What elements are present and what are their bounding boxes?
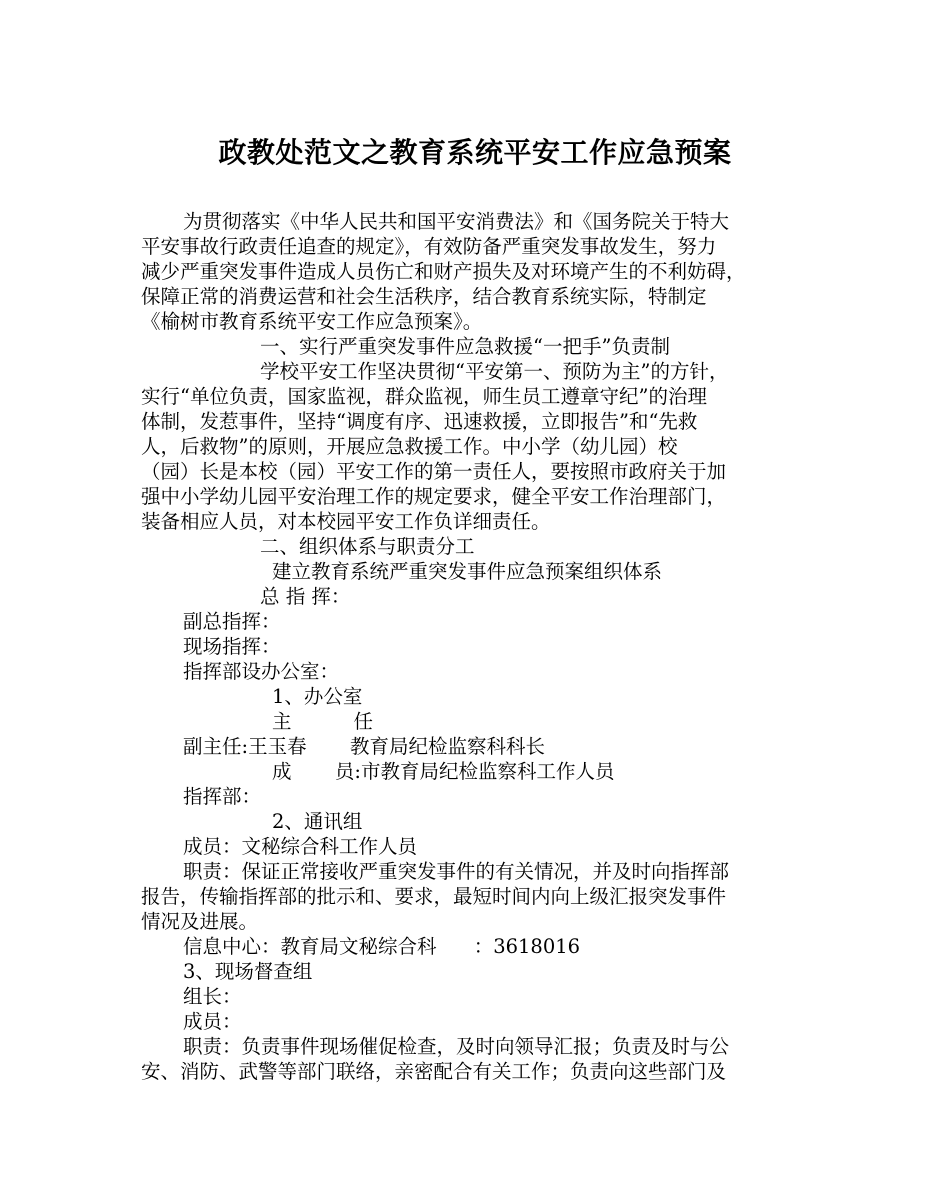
subsection-heading: 3、现场督查组 [183,960,313,983]
body-line: 指挥部设办公室： [183,660,340,683]
body-line: 总 指 挥： [260,585,351,608]
body-line: 强中小学幼儿园平安治理工作的规定要求，健全平安工作治理部门， [141,485,727,508]
body-line: 为贯彻落实《中华人民共和国平安消费法》和《国务院关于特大 [183,210,730,233]
body-line: 建立教育系统严重突发事件应急预案组织体系 [272,560,663,583]
body-line: 指挥部： [183,785,262,808]
subsection-heading: 1、办公室 [272,685,363,708]
section-heading: 一、实行严重突发事件应急救援“一把手”负责制 [260,335,670,358]
body-line: 人，后救物”的原则，开展应急救援工作。中小学（幼儿园）校 [141,435,678,458]
body-line: 成员：文秘综合科工作人员 [183,835,418,858]
body-line: 装备相应人员，对本校园平安工作负详细责任。 [141,510,551,533]
body-line: 现场指挥： [183,635,281,658]
body-line: 安、消防、武警等部门联络，亲密配合有关工作；负责向这些部门及 [141,1060,727,1083]
body-line: 职责：保证正常接收严重突发事件的有关情况，并及时向指挥部 [183,860,730,883]
body-line: 学校平安工作坚决贯彻“平安第一、预防为主”的方针， [260,360,729,383]
body-line: 信息中心：教育局文秘综合科 ：3618016 [183,935,581,958]
body-line: 成 员:市教育局纪检监察科工作人员 [272,760,615,783]
body-line: 实行“单位负责，国家监视，群众监视，师生员工遵章守纪”的治理 [141,385,707,408]
body-line: 副主任:王玉春 教育局纪检监察科科长 [183,735,545,758]
body-line: 保障正常的消费运营和社会生活秩序，结合教育系统实际，特制定 [141,285,707,308]
body-line: 《榆树市教育系统平安工作应急预案》。 [141,310,483,333]
section-heading: 二、组织体系与职责分工 [260,535,475,558]
body-line: 成员： [183,1010,242,1033]
body-line: 副总指挥： [183,610,281,633]
body-line: （园）长是本校（园）平安工作的第一责任人，要按照市政府关于加 [141,460,727,483]
body-line: 平安事故行政责任追查的规定》，有效防备严重突发事故发生，努力 [141,235,717,258]
body-line: 职责：负责事件现场催促检查，及时向领导汇报；负责及时与公 [183,1035,730,1058]
document-title: 政教处范文之教育系统平安工作应急预案 [218,136,732,169]
subsection-heading: 2、通讯组 [272,810,363,833]
body-line: 情况及进展。 [141,910,259,933]
body-line: 组长： [183,985,242,1008]
body-line: 减少严重突发事件造成人员伤亡和财产损失及对环境产生的不利妨碍， [141,260,746,283]
body-line: 体制，发惹事件，坚持“调度有序、迅速救援，立即报告”和“先救 [141,410,698,433]
body-line: 报告，传输指挥部的批示和、要求，最短时间内向上级汇报突发事件 [141,885,727,908]
body-line: 主 任 [272,710,373,733]
